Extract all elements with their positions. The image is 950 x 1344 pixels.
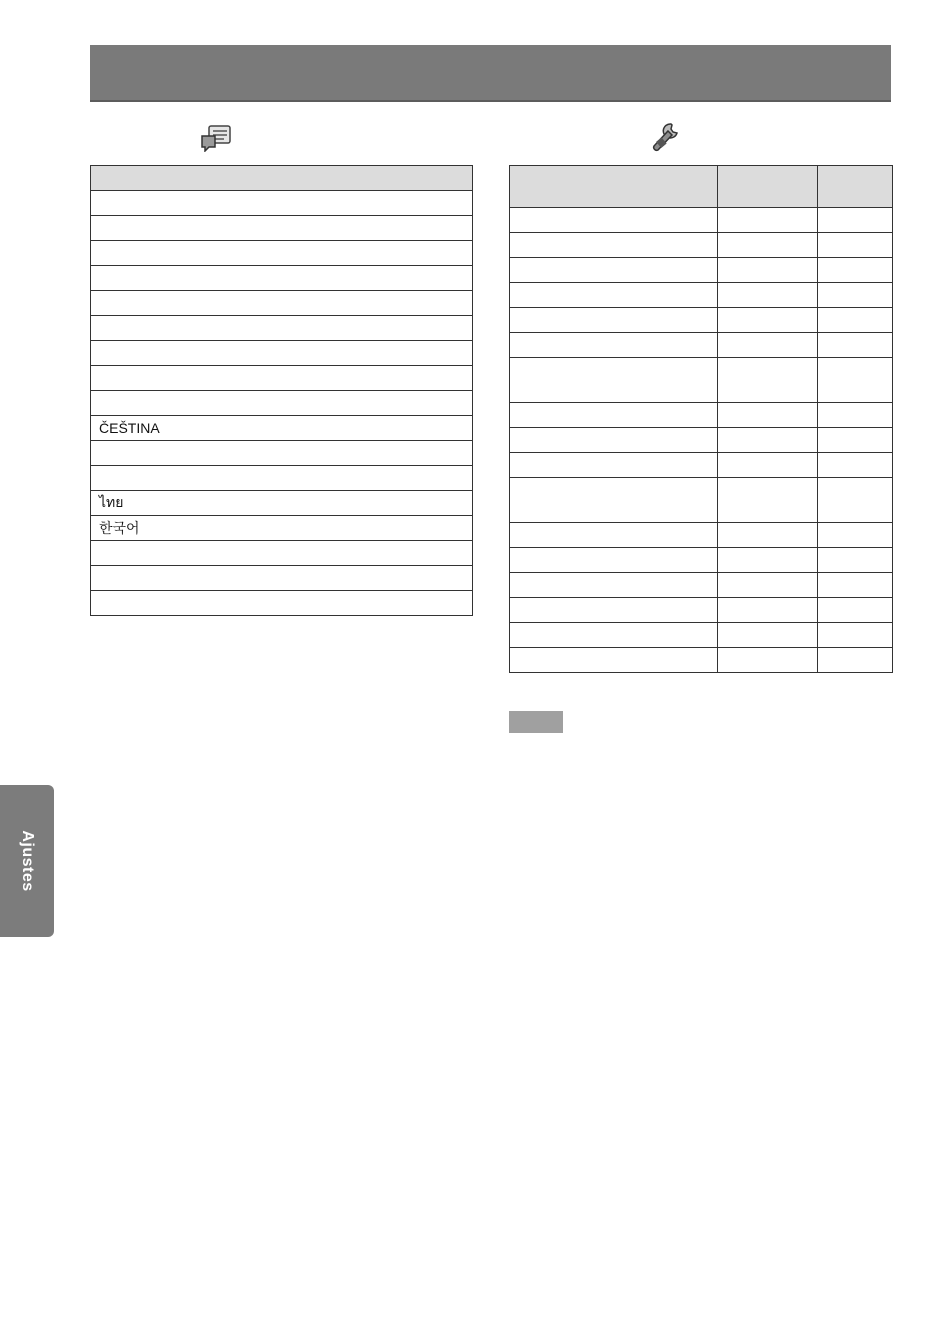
- settings-table-row: [510, 333, 893, 358]
- settings-table-row: [510, 573, 893, 598]
- settings-table-cell: [818, 333, 893, 358]
- settings-table-header-row: [510, 166, 893, 208]
- note-label: [509, 711, 563, 733]
- language-table-row: [91, 466, 473, 491]
- settings-table-cell: [718, 648, 818, 673]
- settings-table-row: [510, 598, 893, 623]
- settings-table-row: [510, 548, 893, 573]
- settings-table-cell: [718, 208, 818, 233]
- settings-table: [509, 165, 893, 673]
- settings-table-cell: [718, 548, 818, 573]
- settings-table-cell: [818, 428, 893, 453]
- language-table-row: [91, 591, 473, 616]
- settings-table-cell: [818, 478, 893, 523]
- settings-table-cell: [818, 308, 893, 333]
- settings-table-cell: [818, 548, 893, 573]
- settings-table-cell: [818, 403, 893, 428]
- wrench-settings-icon: [651, 122, 681, 154]
- settings-table-cell: [510, 428, 718, 453]
- language-option-cell: ČEŠTINA: [91, 416, 473, 441]
- language-table-row: [91, 316, 473, 341]
- language-option-cell: [91, 441, 473, 466]
- language-table-header-row: [91, 166, 473, 191]
- settings-table-row: [510, 403, 893, 428]
- language-option-cell: [91, 341, 473, 366]
- language-table: [90, 165, 473, 616]
- settings-table-row: [510, 233, 893, 258]
- settings-table-cell: [718, 333, 818, 358]
- settings-table-row: [510, 523, 893, 548]
- settings-table-cell: [718, 623, 818, 648]
- language-option-cell: [91, 391, 473, 416]
- settings-table-row: [510, 453, 893, 478]
- settings-table-cell: [818, 523, 893, 548]
- settings-table-row: [510, 623, 893, 648]
- language-table-row: [91, 366, 473, 391]
- language-table-row: [91, 241, 473, 266]
- language-table-row: [91, 516, 473, 541]
- settings-table-cell: [718, 573, 818, 598]
- language-option-cell: ไทย: [91, 491, 473, 516]
- language-option-cell: [91, 241, 473, 266]
- settings-table-row: [510, 208, 893, 233]
- language-option-cell: [91, 291, 473, 316]
- settings-table-row: [510, 283, 893, 308]
- settings-table-cell: [818, 623, 893, 648]
- settings-table-cell: [718, 258, 818, 283]
- settings-table-cell: [510, 548, 718, 573]
- language-option-cell: [91, 216, 473, 241]
- settings-table-cell: [718, 428, 818, 453]
- settings-table-row: [510, 648, 893, 673]
- language-table-row: [91, 441, 473, 466]
- language-table-row: [91, 491, 473, 516]
- language-option-cell: [91, 466, 473, 491]
- settings-table-cell: [718, 308, 818, 333]
- settings-table-cell: [510, 358, 718, 403]
- language-table-row: [91, 566, 473, 591]
- settings-table-row: [510, 358, 893, 403]
- settings-table-cell: [510, 478, 718, 523]
- settings-table-cell: [718, 523, 818, 548]
- language-option-cell: [91, 591, 473, 616]
- settings-table-header: [510, 166, 718, 208]
- language-option-cell: [91, 566, 473, 591]
- language-table-row: [91, 541, 473, 566]
- settings-table-cell: [510, 208, 718, 233]
- settings-table-cell: [510, 453, 718, 478]
- language-option-cell: [91, 266, 473, 291]
- settings-table-cell: [718, 233, 818, 258]
- settings-table-row: [510, 308, 893, 333]
- settings-table-cell: [510, 573, 718, 598]
- settings-table-cell: [510, 403, 718, 428]
- settings-table-cell: [718, 478, 818, 523]
- settings-table-cell: [818, 358, 893, 403]
- settings-table-cell: [510, 233, 718, 258]
- settings-table-cell: [510, 333, 718, 358]
- settings-table-cell: [510, 598, 718, 623]
- language-option-cell: [91, 191, 473, 216]
- settings-table-header: [718, 166, 818, 208]
- settings-table-cell: [818, 598, 893, 623]
- language-option-cell: [91, 366, 473, 391]
- settings-table-header: [818, 166, 893, 208]
- settings-table-cell: [510, 523, 718, 548]
- language-table-row: [91, 391, 473, 416]
- settings-table-cell: [510, 623, 718, 648]
- language-option-cell: [91, 316, 473, 341]
- language-table-row: [91, 216, 473, 241]
- language-table-row: [91, 291, 473, 316]
- language-option-cell: 한국어: [91, 516, 473, 541]
- language-table-row: [91, 191, 473, 216]
- language-option-cell: [91, 541, 473, 566]
- language-table-row: [91, 266, 473, 291]
- settings-table-cell: [818, 453, 893, 478]
- settings-table-cell: [818, 258, 893, 283]
- language-table-header: [91, 166, 473, 191]
- settings-table-cell: [718, 453, 818, 478]
- settings-table-cell: [718, 598, 818, 623]
- settings-table-cell: [510, 308, 718, 333]
- language-menu-icon: [200, 124, 232, 152]
- language-table-row: [91, 416, 473, 441]
- settings-table-cell: [818, 283, 893, 308]
- settings-table-cell: [718, 283, 818, 308]
- settings-table-cell: [718, 403, 818, 428]
- settings-table-cell: [818, 648, 893, 673]
- settings-table-cell: [510, 258, 718, 283]
- settings-table-row: [510, 258, 893, 283]
- settings-table-row: [510, 428, 893, 453]
- settings-table-cell: [818, 573, 893, 598]
- settings-table-cell: [818, 233, 893, 258]
- language-table-row: [91, 341, 473, 366]
- side-section-tab-label: Ajustes: [19, 830, 36, 892]
- side-section-tab: [0, 785, 54, 937]
- settings-table-cell: [818, 208, 893, 233]
- page-header-bar: [90, 45, 891, 102]
- settings-table-cell: [718, 358, 818, 403]
- settings-table-cell: [510, 648, 718, 673]
- settings-table-cell: [510, 283, 718, 308]
- settings-table-row: [510, 478, 893, 523]
